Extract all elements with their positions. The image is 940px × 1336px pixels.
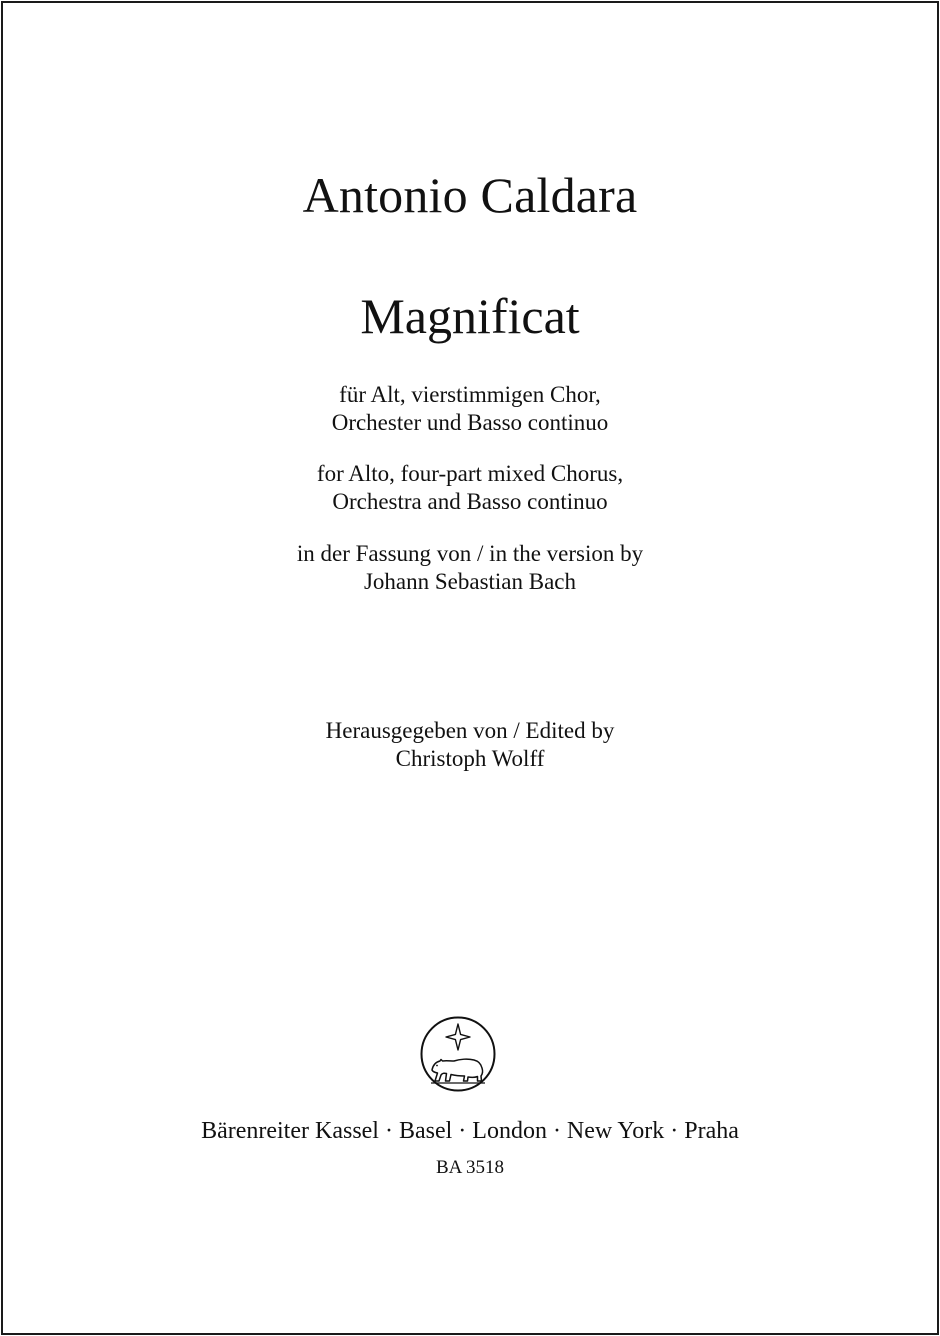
scoring-english-line-2: Orchestra and Basso continuo bbox=[332, 489, 608, 514]
editor-name: Christoph Wolff bbox=[395, 746, 545, 771]
scoring-german-line-2: Orchester und Basso continuo bbox=[331, 410, 609, 435]
editor-label: Herausgegeben von / Edited by bbox=[325, 718, 615, 743]
scoring-english-line-1: for Alto, four-part mixed Chorus, bbox=[316, 461, 624, 486]
catalog-number: BA 3518 bbox=[435, 1157, 505, 1178]
baerenreiter-bear-star-logo-icon bbox=[419, 1015, 497, 1093]
work-title: Magnificat bbox=[360, 288, 580, 344]
version-arranger: Johann Sebastian Bach bbox=[363, 569, 577, 594]
composer-name: Antonio Caldara bbox=[302, 167, 638, 223]
publisher-imprint: Bärenreiter Kassel · Basel · London · New York · Praha bbox=[201, 1118, 739, 1144]
scoring-german-line-1: für Alt, vierstimmigen Chor, bbox=[339, 382, 601, 407]
version-label: in der Fassung von / in the version by bbox=[296, 541, 644, 566]
